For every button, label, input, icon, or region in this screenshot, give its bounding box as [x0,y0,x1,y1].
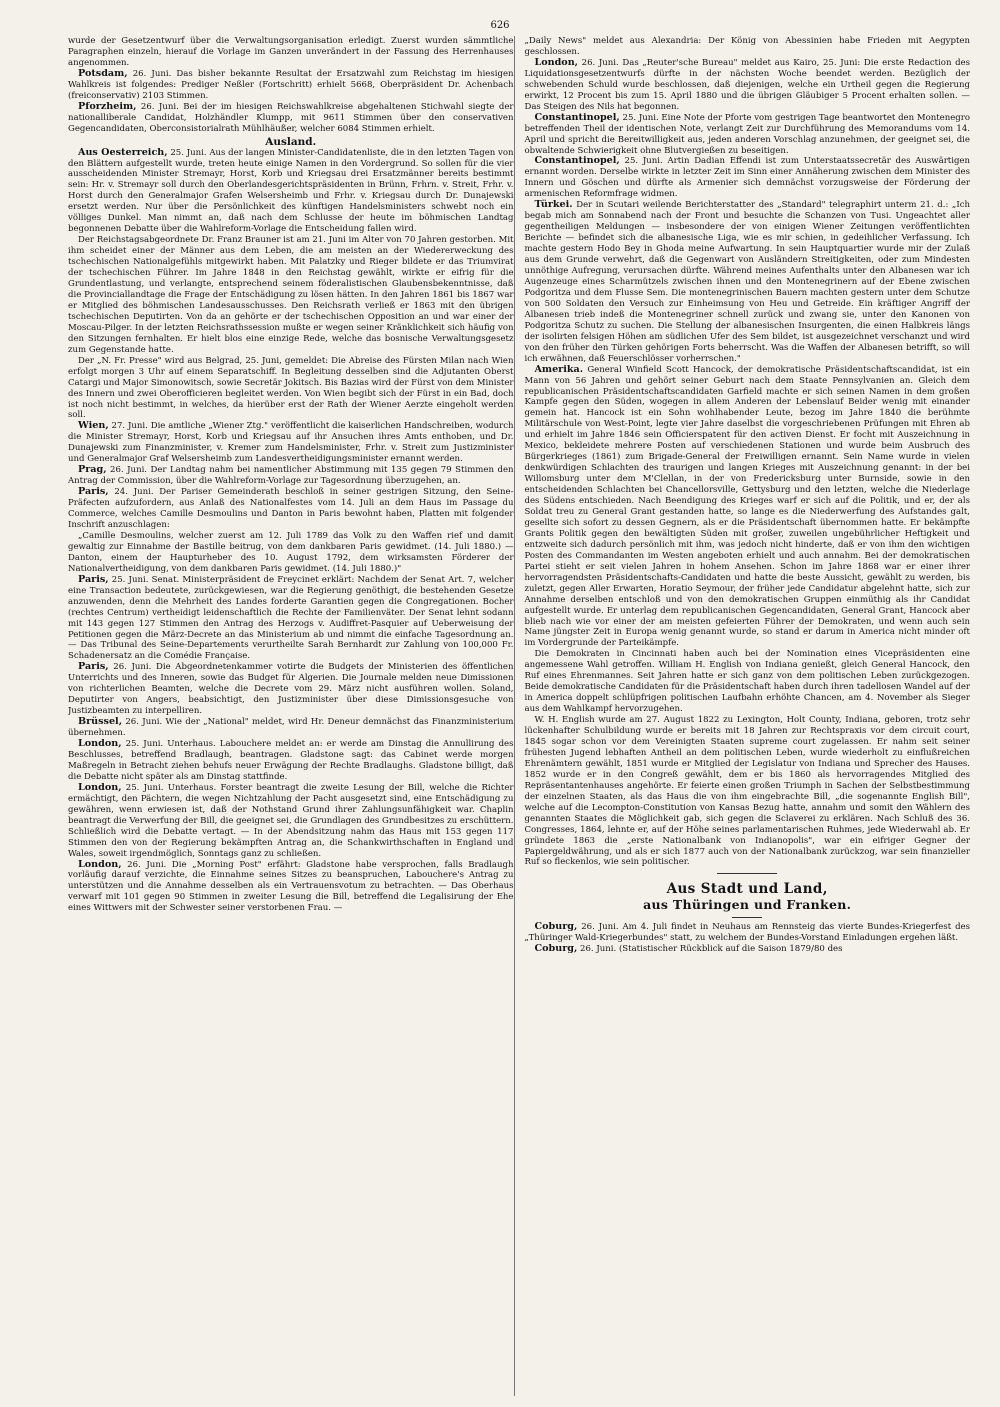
article-text: 26. Juni. Bei der im hiesigen Reichswahlkreise abgehaltenen Stichwahl siegte der nationalliberale Candidat, Holzhändler Klumpp, mit 9611 Stimmen über den conservativen Gegencandidaten, Oberconsistorialrath Mühlhäußer, welcher 6084 Stimmen erhielt. [68,101,514,134]
article-text: 25. Juni. Unterhaus. Forster beantragt die zweite Lesung der Bill, welche die Richter ermächtigt, den Pächtern, die wegen Nichtzahlung der Pacht ausgesetzt sind, eine Entschädigung zu gewähren, wenn erwiesen ist, daß der Nothstand Grund ihrer Zahlungsunfähigkeit war. Chaplin beantragt die Verwerfung der Bill, die geeignet sei, die Grundlagen des Grundbesitzes zu erschüttern. Schließlich wird die Debatte vertagt. — In der Abendsitzung nahm das Haus mit 153 gegen 117 Stimmen den von der Regierung bekämpften Antrag an, die Schankwirthschaften in England und Wales, soweit irgendmöglich, Sonntags ganz zu schließen. [68,782,514,859]
column-divider [514,36,525,1396]
article-paragraph [68,36,514,69]
right-column [524,36,970,1396]
article-paragraph [524,649,970,715]
dateline: London, [78,781,122,793]
article-paragraph [524,58,970,113]
article-text: Die Demokraten in Cincinnati haben auch bei der Nomination eines Vicepräsidenten eine angemessene Wahl getroffen. William H. English von Indiana genießt, gleich General Hancock, den Ruf eines Ehrenmannes. Seit Jahren hatte er sich ganz von dem politischen Leben zurückgezogen. Beide demokratische Candidaten für die Präsidentschaft haben durch ihren tadellosen Wandel auf der in America doppelt schlüpfrigen politischen Laufbahn erhöhte Chancen, am 4. November als Sieger aus dem Wahlkampf hervorzugehen. [524,649,970,715]
dateline: London, [78,738,122,750]
article-paragraph [68,739,514,783]
article-text: 24. Juni. Der Pariser Gemeinderath beschloß in seiner gestrigen Sitzung, den Seine-Präfecten aufzufordern, aus Anlaß des Nationalfestes vom 14. Juli an dem Haus im Passage du Commerce, welches Camille Desmoulins und Danton in Paris bewohnt haben, Platten mit folgender Inschrift anzuschlagen: [68,487,514,530]
section-heading: Aus Stadt und Land, [666,881,828,898]
article-paragraph [524,156,970,200]
article-text: wurde der Gesetzentwurf über die Verwaltungsorganisation erledigt. Zuerst wurden sämmtliche Paragraphen einzeln, hierauf die Vorlage im Ganzen unverändert in der Fassung des Herrenhauses angenommen. [68,36,514,68]
section-subheading: aus Thüringen und Franken. [643,897,852,913]
article-text: 25. Juni. Eine Note der Pforte vom gestrigen Tage beantwortet den Montenegro betreffenden Theil der identischen Note, verlangt Zeit zur Durchführung des Memorandums vom 14. April und spricht die Bereitwilligkeit aus, jeden anderen Vorschlag anzunehmen, der geeignet sei, die obwaltende Schwierigkeit ohne Blutvergießen zu beseitigen. [524,112,970,156]
article-text: 26. Juni. Der Landtag nahm bei namentlicher Abstimmung mit 135 gegen 79 Stimmen den Antrag der Commission, über die Wahlreform-Vorlage zur Tagesordnung überzugehen, an. [68,465,514,487]
dateline: Constantinopel, [534,155,620,167]
dateline: Aus Oesterreich, [78,146,168,158]
article-text: 26. Juni. Am 4. Juli findet in Neuhaus am Rennsteig das vierte Bundes-Kriegerfest des „Thüringer Wald-Kriegerbundes" statt, zu welchem der Bundes-Vorstand Einladungen ergehen läßt. [524,922,970,944]
dateline: Paris, [78,661,109,673]
divider-rule [732,917,762,918]
dateline: Paris, [78,486,109,498]
article-paragraph [524,922,970,944]
article-text: 27. Juni. Die amtliche „Wiener Ztg." veröffentlicht die kaiserlichen Handschreiben, wodurch die Minister Stremayr, Horst, Korb und Kriegsau auf ihr Ansuchen ihres Amts enthoben, und Dr. Dunajewski zum Finanzminister, v. Kremer zum Handelsminister, Frhr. v. Streit zum Justizminister und Generalmajor Graf Welsersheimb zum Landesvertheidigungsminister ernannt werden. [68,421,514,465]
article-paragraph [524,200,970,364]
dateline: Potsdam, [78,67,128,79]
dateline: Prag, [78,464,107,476]
article-text: Der „N. Fr. Presse" wird aus Belgrad, 25. Juni, gemeldet: Die Abreise des Fürsten Milan nach Wien erfolgt morgen 3 Uhr auf einem Separatschiff. In Begleitung desselben sind die Adjutanten Oberst Catargi und Major Simonowitsch, sowie Secretär Jokitsch. Bis Bazias wird der Fürst von dem Minister des Innern und zwei Oberofficieren begleitet werden. Von Wien begibt sich der Fürst in ein Bad, doch ist noch nicht bestimmt, in welches, da hierüber erst der Rath der Wiener Aerzte eingeholt werden soll. [68,355,514,421]
article-text: 26. Juni. Das bisher bekannte Resultat der Ersatzwahl zum Reichstag im hiesigen Wahlkreis ist folgendes: Prediger Neßler (Fortschritt) erhielt 5668, Oberpräsident Dr. Achenbach (freiconservativ) 2103 Stimmen. [68,68,514,101]
divider-rule [717,873,777,874]
left-column [68,36,514,1396]
article-paragraph [68,717,514,739]
article-paragraph [68,356,514,422]
article-text: 25. Juni. Aus der langen Minister-Candidatenliste, die in den letzten Tagen von den Blättern aufgestellt wurde, treten heute einige Namen in den Vordergrund. So sollen für die vier ausscheidenden Minister Stremayr, Horst, Korb und Kriegsau drei Ersatzmänner bereits bestimmt sein: Hr. v. Stremayr soll durch den Oberlandesgerichtspräsidenten in Brünn, Frhrn. v. Streit, Frhr. v. Horst durch den Generalmajor Grafen Welsersheimb und Frhr. v. Kriegsau durch Dr. Dunajewski ersetzt werden. Nur über die Persönlichkeit des künftigen Handelsministers schwebt noch ein völliges Dunkel. Man nimmt an, daß nach dem Schlusse der heute im böhmischen Landtag begonnenen Debatte über die Wahlreform-Vorlage die Entscheidung fallen wird. [68,147,514,235]
dateline: Coburg, [534,921,578,933]
dateline: Coburg, [534,943,578,955]
article-paragraph [68,235,514,355]
dateline: Amerika. [534,363,584,375]
article-paragraph [524,113,970,157]
article-paragraph [68,69,514,102]
article-text: 25. Juni. Unterhaus. Labouchere meldet an: er werde am Dinstag die Annullirung des Beschlusses, betreffend Bradlaugh, beantragen. Gladstone sagt: das Cabinet werde morgen Maßregeln in Betracht ziehen behufs neuer Erwägung der Rechte Bradlaughs. Gladstone billigt, daß die Debatte nicht später als am Dinstag stattfinde. [68,739,514,782]
article-text: Der Reichstagsabgeordnete Dr. Franz Brauner ist am 21. Juni im Alter von 70 Jahren gestorben. Mit ihm scheidet einer der Männer aus dem Leben, die am meisten an der Wiedererweckung des tschechischen Nationalgefühls mitgewirkt haben. Mit Palatzky und Rieger bildete er das Triumvirat der tschechischen Führer. Im Jahre 1848 in den Reichstag gewählt, wirkte er eifrig für die Grundentlastung, und verlangte, entsprechend seinem föderalistischen Glaubensbekenntnisse, daß die Provinciallandtage die Frage der Entschädigung zu lösen hätten. In den Jahren 1861 bis 1867 war er Mitglied des böhmischen Landesausschusses. Den Reichsrath verließ er 1863 mit den übrigen tschechischen Deputirten. Von da an gehörte er der tschechischen Opposition an und war einer der Moscau-Pilger. In der letzten Reichsrathssession mußte er wegen seiner Kränklichkeit sich häufig von den Sitzungen fernhalten. Er hielt blos eine einzige Rede, welche das bosnische Verwaltungsgesetz zum Gegenstande hatte. [68,235,514,355]
page-number: 626 [490,20,510,31]
article-paragraph [68,783,514,860]
article-paragraph [68,421,514,465]
article-text: 25. Juni. Senat. Ministerpräsident de Freycinet erklärt: Nachdem der Senat Art. 7, welcher eine Transaction bedeutete, zurückgewiesen, war die Regierung genöthigt, die bestehenden Gesetze anzuwenden, denn die Mehrheit des Landes forderte Garantien gegen die Congregationen. Bocher (rechtes Centrum) vertheidigt leidenschaftlich die Rechte der Familienväter. Der Senat lehnt sodann mit 143 gegen 127 Stimmen den Antrag des Herzogs v. Audiffret-Pasquier auf Ueberweisung der Petitionen gegen die März-Decrete an das Ministerium ab und nimmt die einfache Tagesordnung an. — Das Tribunal des Seine-Departements verurtheilte Sarah Bernhardt zur Zahlung von 100,000 Fr. Schadenersatz an die Comédie Française. [68,574,514,662]
section-heading: Ausland. [265,135,317,148]
article-text: 25. Juni. Artin Dadian Effendi ist zum Unterstaatssecretär des Auswärtigen ernannt worden. Derselbe wirkte in letzter Zeit im Sinn einer Annäherung zwischen dem Minister des Innern und Göschen und dürfte als Armenier sich demnächst vorzugsweise der Förderung der armenischen Reformfrage widmen. [524,156,970,200]
article-paragraph [68,531,514,575]
dateline: Brüssel, [78,716,123,728]
article-text: 26. Juni. (Statistischer Rückblick auf die Saison 1879/80 des [580,944,843,955]
dateline: London, [534,56,579,68]
article-paragraph [68,102,514,135]
dateline: Constantinopel, [534,111,620,123]
article-paragraph [68,487,514,531]
article-text: „Daily News" meldet aus Alexandria: Der König von Abessinien habe Frieden mit Aegypten geschlossen. [524,36,970,57]
article-paragraph [68,860,514,915]
dateline: Türkei. [534,199,573,211]
article-text: 26. Juni. Die Abgeordnetenkammer votirte die Budgets der Ministerien des öffentlichen Unterrichts und des Inneren, sowie das Budget für Algerien. Die Journale melden neue Dimissionen von richterlichen Beamten, welche die Decrete vom 29. März nicht ausführen wollen. Soland, Deputirter von Angers, beabsichtigt, den Justizminister über diese Dimissionsgesuche von Justizbeamten zu interpelliren. [68,662,514,717]
article-paragraph [68,662,514,717]
article-text: 26. Juni. Wie der „National" meldet, wird Hr. Deneur demnächst das Finanzministerium übernehmen. [68,717,514,739]
article-text: „Camille Desmoulins, welcher zuerst am 12. Juli 1789 das Volk zu den Waffen rief und damit gewaltig zur Einnahme der Bastille beitrug, von dem dankbaren Paris gewidmet. (14. Juli 1880.) — Danton, einem der Haupturheber des 10. August 1792, dem wirksamsten Förderer der Nationalvertheidigung, von dem dankbaren Paris gewidmet. (14. Juli 1880.)" [68,530,514,574]
article-paragraph [68,465,514,487]
article-paragraph [524,36,970,58]
article-text: W. H. English wurde am 27. August 1822 zu Lexington, Holt County, Indiana, geboren, trotz sehr lückenhafter Schulbildung wurde er bereits mit 18 Jahren zur Rechtspraxis vor dem circuit court, 1845 sogar schon vor dem Vereinigten Staaten supreme court zugelassen. Er nahm seit seiner frühesten Jugend lebhaften Antheil an dem politischen Leben, wurde wiederholt zu einflußreichen Ehrenämtern gewählt, 1851 wurde er Mitglied der Legislatur von Indiana und Sprecher des Hauses. 1852 wurde er in den Congreß gewählt, dem er bis 1860 als hervorragendes Mitglied des Repräsentantenhauses angehörte. Er feierte einen großen Triumph in Sachen der Selbstbestimmung der einzelnen Staaten, als das Haus die von ihm eingebrachte Bill, „die sogenannte English Bill", welche auf die Lecompton-Constitution von Kansas Bezug hatte, annahm und somit den Wählern des genannten Staates die Möglichkeit gab, sich gegen die Sclaverei zu erklären. Nach Schluß des 36. Congresses, 1864, lehnte er, auf der Höhe seines parlamentarischen Ruhmes, jede Wiederwahl ab. Er gründete 1863 die „erste Nationalbank von Indianopolis", war ein eifriger Gegner der Papiergeldwährung, und als er sich 1877 auch von der Nationalbank zurückzog, war sein finanzieller Ruf so fleckenlos, wie sein politischer. [524,715,970,868]
dateline: Paris, [78,573,109,585]
article-paragraph [68,148,514,236]
article-paragraph [524,365,970,650]
article-text: General Winfield Scott Hancock, der demokratische Präsidentschaftscandidat, ist ein Mann von 56 Jahren und gehört seiner Geburt nach dem Staate Pennsylvanien an. Gleich dem republicanischen Präsidentschaftscandidaten Garfield machte er sich seinen Namen in dem großen Kampfe gegen den Süden, wogegen in allem Anderen der Lebenslauf Beider wenig mit einander gemein hat. Hancock ist ein Sohn wohlhabender Leute, bezog im Jahre 1840 die berühmte Militärschule von West-Point, legte vier Jahre daselbst die vorgeschriebenen Prüfungen mit Ehren ab und erhielt im Jahre 1846 sein Officierspatent für den activen Dienst. Er focht mit Auszeichnung in Mexico, bekleidete mehrere Posten auf verschiedenen Stationen und wurde beim Ausbruch des Bürgerkrieges (1861) zum Brigade-General der Freiwilligen ernannt. Sein Name wurde in vielen denkwürdigen Schlachten des traurigen und langen Krieges mit Auszeichnung genannt: in der bei Willomsburg unter dem M'Clellan, in der von Fredericksburg unter Burnside, sowie in den entscheidenden Schlachten bei Chancellorsville, Gettysburg und den letzten, welche die Niederlage des Südens entschieden. Nach Beendigung des Krieges warf er sich auf die Politik, und er, der als Soldat treu zu General Grant gestanden hatte, so lange es die Niederwerfung des Aufstandes galt, gesellte sich sofort zu dessen Gegnern, als er die Präsidentschaft übernommen hatte. Er bekämpfte Grants Politik gegen den bewältigten Süden mit großer, zuweilen ungebührlicher Heftigkeit und entzweite sich dadurch persönlich mit ihm, was jedoch nicht hinderte, daß er von ihm den wichtigen Posten des Commandanten im Westen angeboten erhielt und auch annahm. Bei der demokratischen Partei stieht er seit vielen Jahren in hohem Ansehen. Schon im Jahre 1868 war er einer ihrer hervorragendsten Präsidentschafts-Candidaten und hatte die beste Aussicht, gewählt zu werden, bis zuletzt, gegen Aller Erwarten, Horatio Seymour, der früher jede Candidatur abgelehnt hatte, sich zur Annahme derselben entschloß und von den demokratischen Gruppen einmüthig als ihr Candidat aufgestellt wurde. Er unterlag dem republicanischen Gegencandidaten, General Grant, Hancock aber blieb nach wie vor einer der am meisten gefeierten Führer der Demokraten, und wenn auch sein Name jüngster Zeit in Europa wenig genannt wurde, so stand er darum in America nicht minder oft im Vordergrunde der Parteikämpfe. [524,364,970,649]
columns [68,36,970,1396]
article-paragraph [524,715,970,868]
article-paragraph [68,575,514,663]
article-paragraph [524,944,970,955]
article-text: 26. Juni. Die „Morning Post" erfährt: Gladstone habe versprochen, falls Bradlaugh vorläufig darauf verzichte, die Einnahme seines Sitzes zu beanspruchen, Labouchere's Antrag zu unterstützen und die Annahme desselben als ein Vertrauensvotum zu betrachten. — Das Oberhaus verwarf mit 101 gegen 90 Stimmen in zweiter Lesung die Bill, betreffend die Legalisirung der Ehe eines Wittwers mit der Schwester seiner verstorbenen Frau. — [68,859,514,914]
article-text: Der in Scutari weilende Berichterstatter des „Standard" telegraphirt unterm 21. d.: „Ich begab mich am Sonnabend nach der Front und besuchte die Schanzen von Tusi. Ungeachtet aller gegentheiligen Meldungen — insbesondere der von einigen Wiener Zeitungen veröffentlichten Berichte — befindet sich die albanesische Liga, wie es mir schien, in gedeihlicher Verfassung. Ich machte gestern Hodo Bey in Ghoda meine Aufwartung. In sein Hauptquartier wurde mir der Zulaß aus dem Grunde verwehrt, daß die Gegenwart von Ausländern Streitigkeiten, oder zum Mindesten unnöthige Aufregung, verursachen dürfte. Während meines Aufenthalts unter den Albanesen war ich Augenzeuge eines Scharmützels zwischen ihnen und den Montenegrinern auf der Ebene zwischen Podgoritza und dem Flusse Sem. Die montenegrinischen Bauern machten gestern unter dem Schutze von 500 Soldaten den Versuch zur Einheimsung von Heu und Getreide. Ein kräftiger Angriff der Albanesen trieb indeß die Montenegriner schnell zurück und zwang sie, unter den Kanonen von Podgoritza Schutz zu suchen. Die Stellung der albanesischen Insurgenten, die einen Halbkreis längs der isolirten felsigen Höhen am südlichen Ufer des Sem bildet, ist ausgezeichnet verschanzt und wird von den früher den Türken gehörigen Forts beherrscht. Was die Waffen der Albanesen betrifft, so will ich erwähnen, daß Feuerschlösser vorherrschen." [524,200,970,364]
dateline: Pforzheim, [78,100,137,112]
dateline: London, [78,858,122,870]
dateline: Wien, [78,420,109,432]
article-text: 26. Juni. Das „Reuter'sche Bureau" meldet aus Kairo, 25. Juni: Die erste Redaction des Liquidationsgesetzentwurfs dürfte in der nächsten Woche beendet werden. Bezüglich der schwebenden Schuld wurde beschlossen, daß diejenigen, welche ein Urtheil gegen die Regierung erwirkt, 12 Procent bis zum 15. April 1880 und die übrigen Gläubiger 5 Procent erhalten sollen. — Das Steigen des Nils hat begonnen. [524,57,970,112]
